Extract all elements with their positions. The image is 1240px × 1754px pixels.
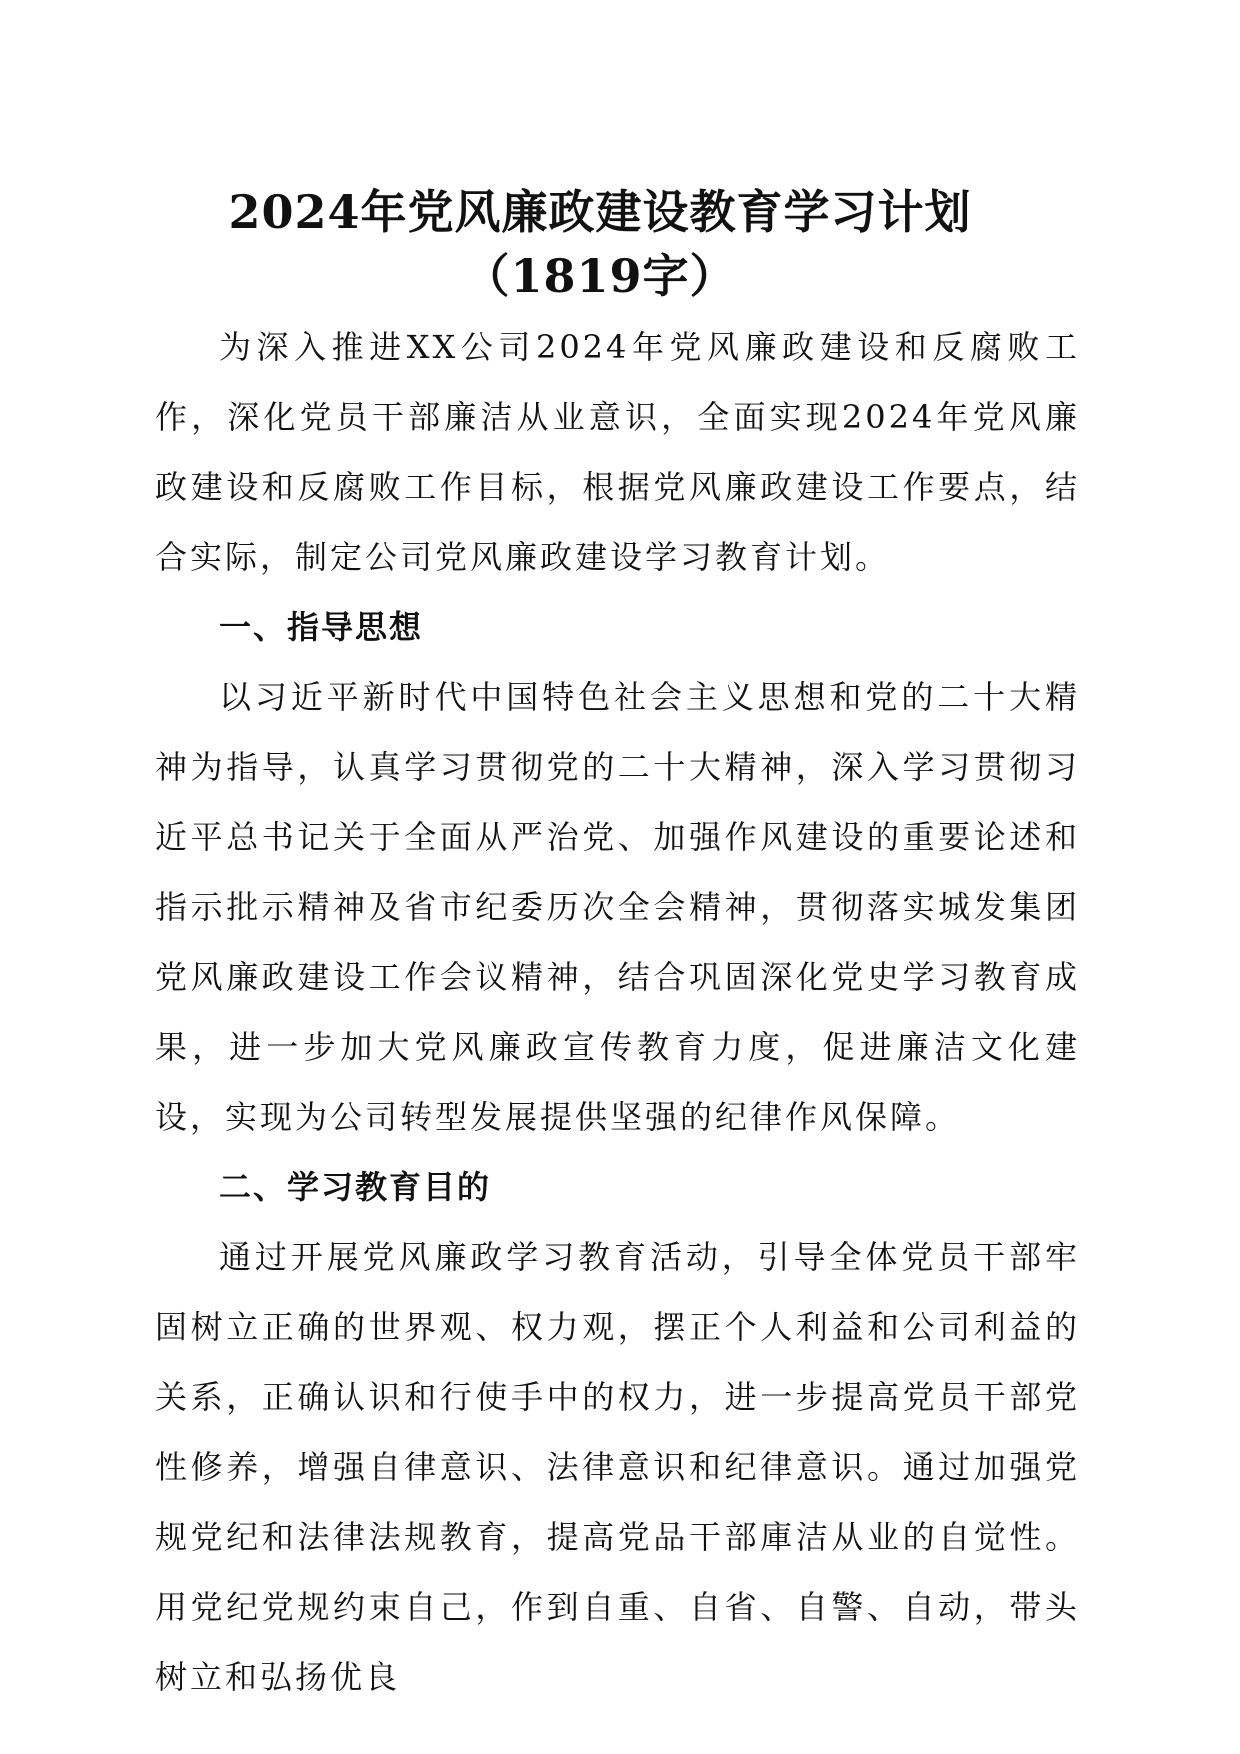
section-heading-guiding-ideology: 一、指导思想 <box>219 608 424 646</box>
section-heading-study-purpose: 二、学习教育目的 <box>219 1168 492 1206</box>
intro-paragraph: 为深入推进XX公司2024年党风廉政建设和反腐败工作，深化党员干部廉洁从业意识，全面实现2024年党风廉政建设和反腐败工作目标，根据党风廉政建设工作要点，结合实际，制定公司党风廉政建设学习教育计划。 <box>155 328 1080 576</box>
document-body <box>155 312 1080 1712</box>
section-paragraph-study-purpose: 通过开展党风廉政学习教育活动，引导全体党员干部牢固树立正确的世界观、权力观，摆正个人利益和公司利益的关系，正确认识和行使手中的权力，进一步提高党员干部党性修养，增强自律意识、法律意识和纪律意识。通过加强党规党纪和法律法规教育，提高党品干部庫洁从业的自觉性。用党纪党规约束自己，作到自重、自省、自警、自动，带头树立和弘扬优良 <box>155 1238 1080 1696</box>
document-title: 2024年党风廉政建设教育学习计划（1819字） <box>228 185 972 303</box>
section-paragraph-guiding-ideology: 以习近平新时代中国特色社会主义思想和党的二十大精神为指导，认真学习贯彻党的二十大精神，深入学习贯彻习近平总书记关于全面从严治党、加强作风建设的重要论述和指示批示精神及省市纪委历次全会精神，贯彻落实城发集团党风廉政建设工作会议精神，结合巩固深化党史学习教育成果，进一步加大党风廉政宣传教育力度，促进廉洁文化建设，实现为公司转型发展提供坚强的纪律作风保障。 <box>155 678 1080 1136</box>
